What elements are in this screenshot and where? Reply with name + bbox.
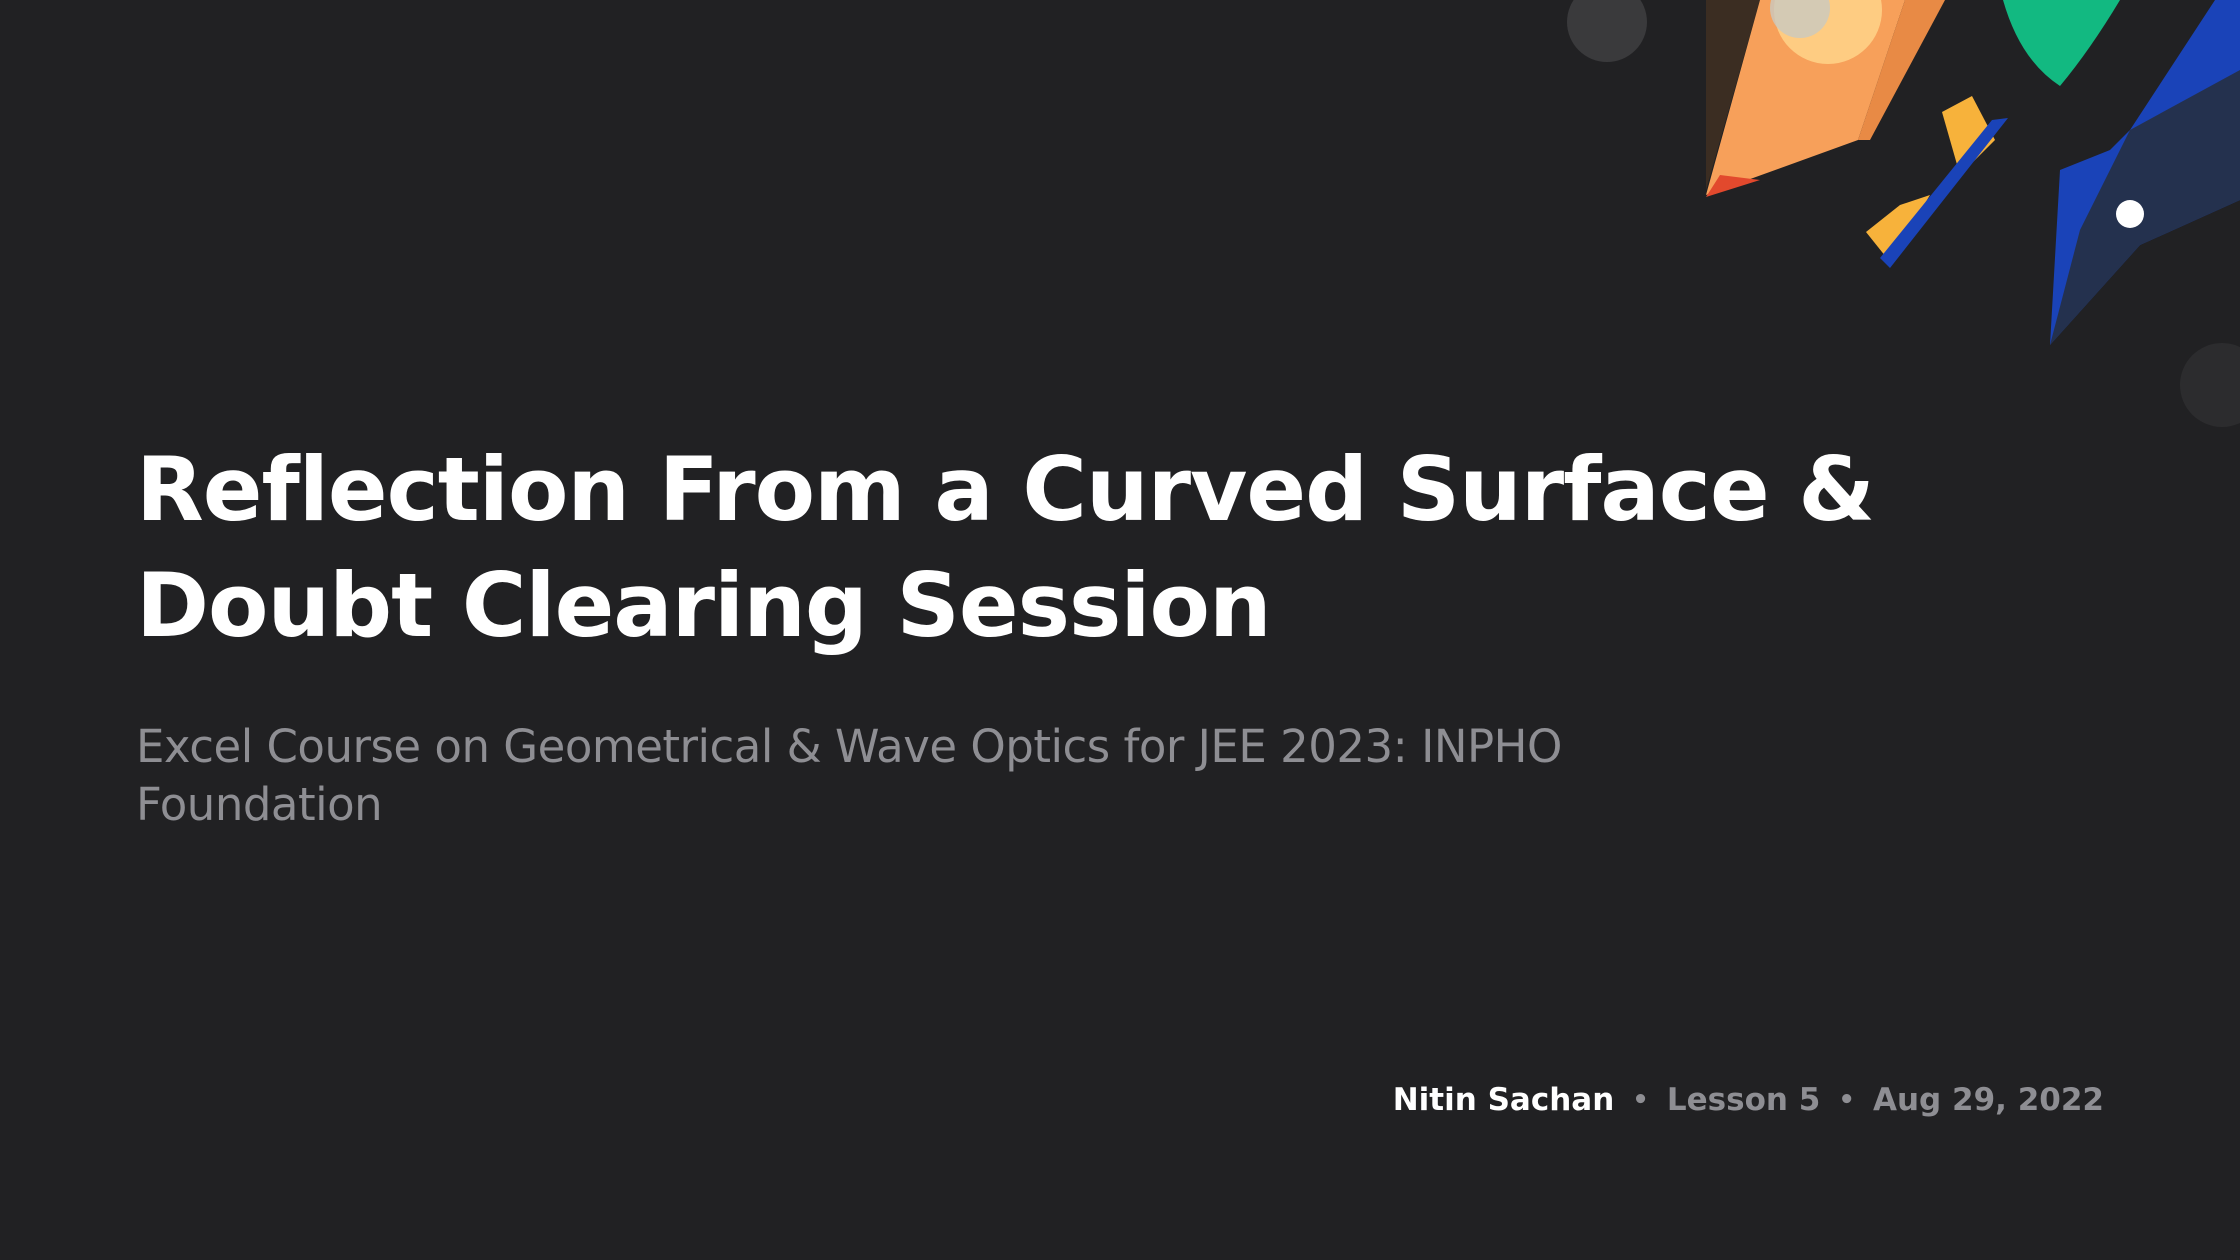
leaf-illustration <box>2003 0 2120 86</box>
meta-separator: • <box>1838 1085 1855 1115</box>
lesson-number: Lesson 5 <box>1666 1082 1821 1118</box>
bowtie-illustration <box>1866 96 2008 268</box>
title-line-1: Reflection From a Curved Surface & <box>136 438 1875 541</box>
lesson-meta <box>1393 1082 2104 1118</box>
rocket-illustration <box>2050 0 2240 345</box>
course-name <box>136 718 1836 834</box>
title-line-2: Doubt Clearing Session <box>136 554 1271 657</box>
lesson-title <box>136 432 2036 664</box>
grey-circle-right-decor <box>2180 343 2240 427</box>
pencil-illustration <box>1706 0 1945 197</box>
subtitle-line-2: Foundation <box>136 778 383 831</box>
author-name: Nitin Sachan <box>1392 1082 1615 1118</box>
meta-separator: • <box>1632 1085 1649 1115</box>
lesson-date: Aug 29, 2022 <box>1872 1082 2104 1118</box>
grey-circle-decor <box>1567 0 1647 62</box>
subtitle-line-1: Excel Course on Geometrical & Wave Optics for JEE 2023: INPHO <box>136 720 1562 773</box>
